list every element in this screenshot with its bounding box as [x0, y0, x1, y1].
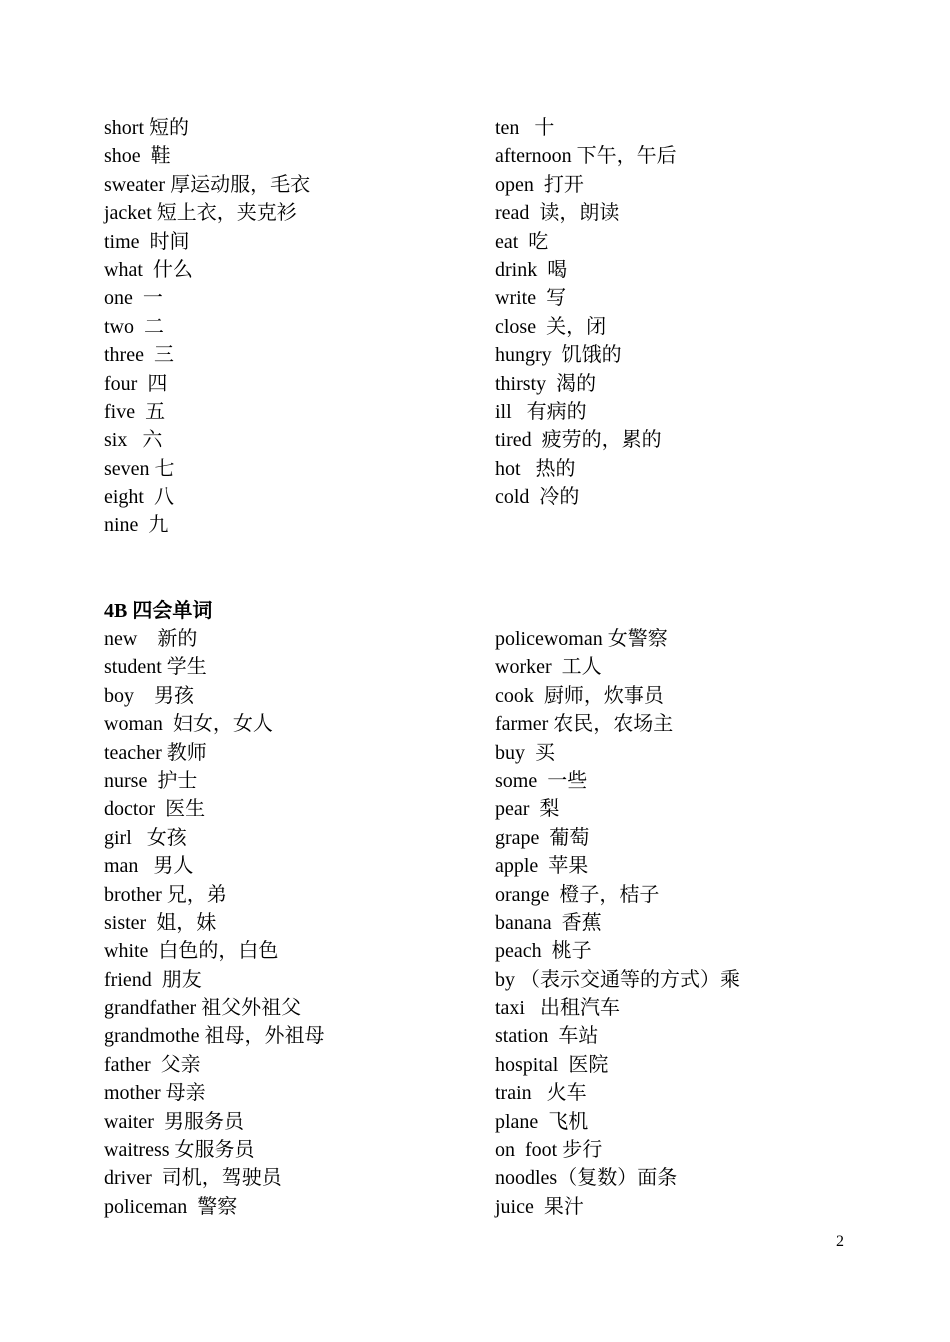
- vocab-entry: man 男人: [104, 855, 194, 878]
- vocab-entry: cold 冷的: [495, 486, 580, 509]
- vocab-entry: on foot 步行: [495, 1139, 603, 1162]
- vocab-entry: woman 妇女，女人: [104, 713, 273, 736]
- vocab-entry: noodles（复数）面条: [495, 1167, 678, 1190]
- vocab-entry: farmer 农民，农场主: [495, 713, 674, 736]
- vocab-entry: friend 朋友: [104, 968, 202, 991]
- vocab-entry: boy 男孩: [104, 684, 194, 707]
- vocab-entry: three 三: [104, 344, 174, 367]
- section1-right-word-list: [495, 114, 677, 511]
- section1-left-word-list: [104, 114, 310, 540]
- vocab-entry: grandmothe 祖母，外祖母: [104, 1025, 325, 1048]
- vocab-entry: policewoman 女警察: [495, 628, 668, 650]
- vocab-entry: waitress 女服务员: [104, 1139, 255, 1162]
- vocab-entry: time 时间: [104, 230, 190, 253]
- vocab-entry: hospital 医院: [495, 1053, 609, 1076]
- vocab-entry: grandfather 祖父外祖父: [104, 997, 302, 1020]
- vocab-entry: cook 厨师，炊事员: [495, 684, 664, 707]
- section2-heading: 4B 四会单词: [104, 600, 213, 622]
- vocab-entry: close 关，闭: [495, 315, 607, 338]
- vocab-entry: new 新的: [104, 628, 198, 650]
- vocab-entry: waiter 男服务员: [104, 1110, 244, 1133]
- vocab-entry: teacher 教师: [104, 741, 207, 764]
- vocab-entry: four 四: [104, 372, 168, 395]
- vocab-entry: shoe 鞋: [104, 145, 171, 168]
- vocab-entry: six 六: [104, 429, 163, 452]
- vocab-entry: tired 疲劳的，累的: [495, 429, 662, 452]
- vocab-entry: white 白色的，白色: [104, 940, 279, 963]
- vocab-entry: apple 苹果: [495, 855, 589, 878]
- vocab-entry: by （表示交通等的方式）乘: [495, 968, 740, 991]
- page-number: 2: [836, 1233, 844, 1250]
- vocab-entry: nurse 护士: [104, 769, 198, 792]
- vocab-entry: open 打开: [495, 173, 584, 196]
- vocab-entry: thirsty 渴的: [495, 372, 597, 395]
- vocab-entry: father 父亲: [104, 1053, 201, 1076]
- vocab-entry: read 读，朗读: [495, 202, 620, 225]
- vocab-entry: sister 姐，妹: [104, 911, 217, 934]
- vocab-entry: write 写: [495, 287, 567, 310]
- vocab-entry: student 学生: [104, 656, 207, 679]
- vocab-entry: buy 买: [495, 741, 555, 764]
- vocab-entry: orange 橙子，桔子: [495, 883, 660, 906]
- vocab-entry: policeman 警察: [104, 1195, 238, 1218]
- section2-right-word-list: [495, 625, 740, 1221]
- vocab-entry: driver 司机，驾驶员: [104, 1167, 282, 1190]
- vocab-entry: plane 飞机: [495, 1110, 589, 1133]
- vocab-entry: what 什么: [104, 258, 193, 281]
- section2-left-word-list: [104, 625, 325, 1221]
- vocab-entry: peach 桃子: [495, 940, 592, 963]
- vocab-entry: pear 梨: [495, 798, 560, 821]
- vocab-entry: juice 果汁: [495, 1195, 584, 1218]
- vocab-entry: drink 喝: [495, 258, 568, 281]
- vocab-entry: brother 兄，弟: [104, 883, 227, 906]
- vocab-entry: ill 有病的: [495, 400, 587, 423]
- vocab-entry: jacket 短上衣，夹克衫: [104, 202, 297, 225]
- vocab-entry: station 车站: [495, 1025, 599, 1048]
- vocab-entry: two 二: [104, 315, 164, 338]
- vocab-entry: seven 七: [104, 457, 175, 480]
- vocab-entry: girl 女孩: [104, 826, 187, 849]
- vocab-entry: eight 八: [104, 486, 174, 509]
- vocab-entry: nine 九: [104, 514, 169, 537]
- vocab-entry: grape 葡萄: [495, 826, 590, 849]
- vocab-entry: mother 母亲: [104, 1082, 206, 1105]
- vocab-entry: afternoon 下午，午后: [495, 145, 677, 168]
- vocab-entry: train 火车: [495, 1082, 587, 1105]
- vocab-entry: banana 香蕉: [495, 911, 602, 934]
- vocab-entry: one 一: [104, 287, 163, 310]
- vocab-entry: worker 工人: [495, 656, 602, 679]
- vocab-entry: hungry 饥饿的: [495, 344, 622, 367]
- vocab-entry: short 短的: [104, 117, 189, 139]
- vocab-entry: taxi 出租汽车: [495, 997, 620, 1020]
- vocab-entry: some 一些: [495, 769, 588, 792]
- vocab-entry: five 五: [104, 400, 166, 423]
- vocab-entry: doctor 医生: [104, 798, 206, 821]
- vocab-entry: eat 吃: [495, 230, 549, 253]
- vocab-entry: hot 热的: [495, 457, 576, 480]
- vocab-entry: ten 十: [495, 117, 555, 139]
- vocab-entry: sweater 厚运动服，毛衣: [104, 173, 311, 196]
